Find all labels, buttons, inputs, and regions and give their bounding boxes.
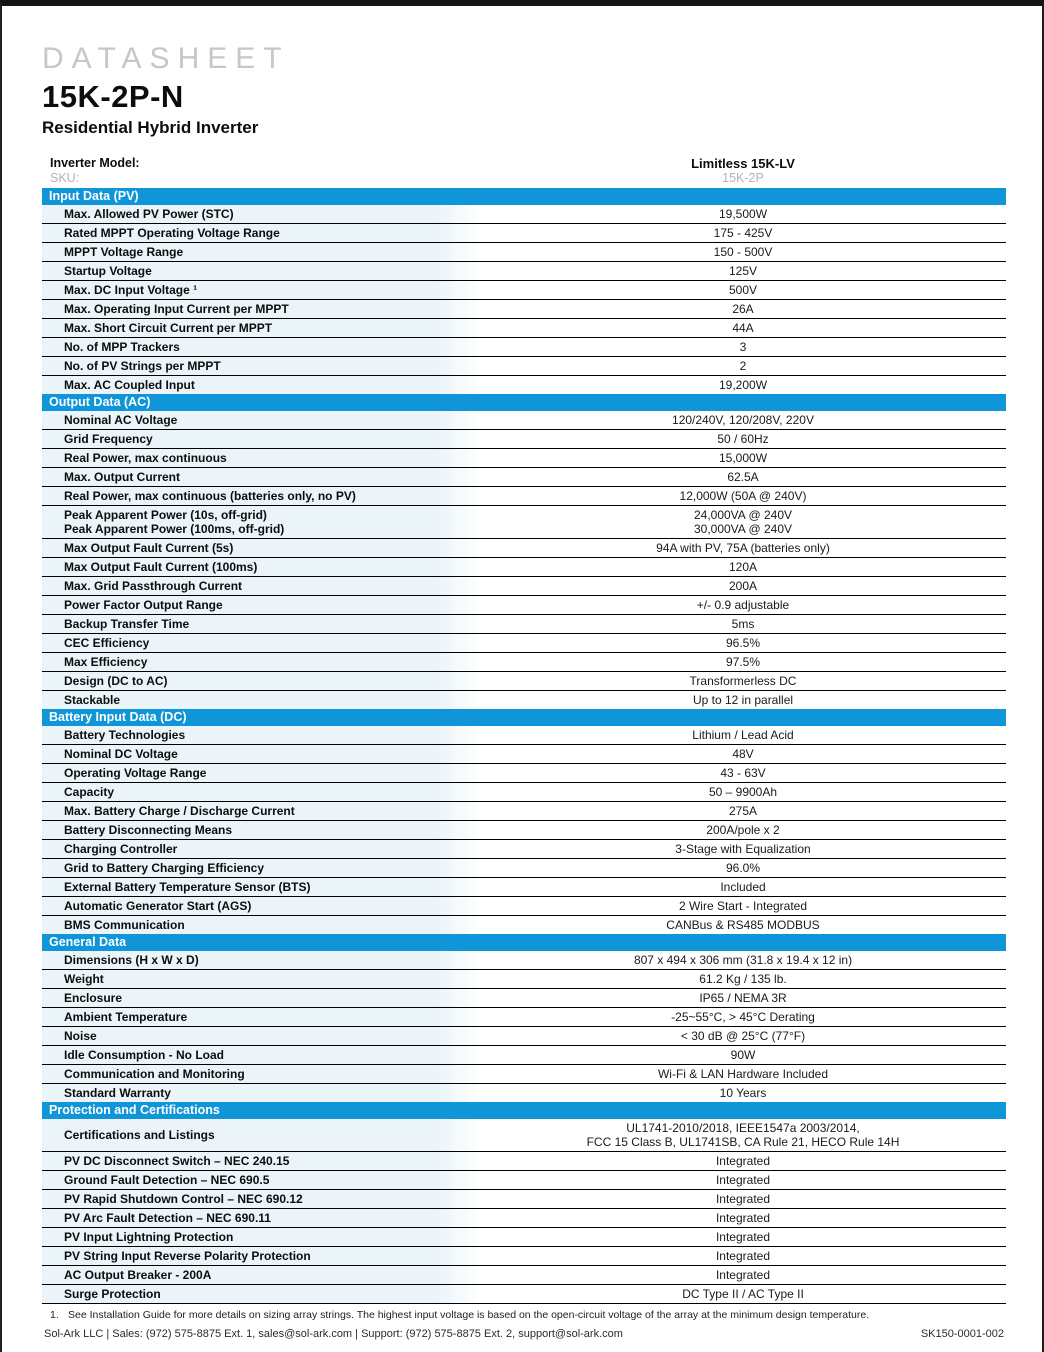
- spec-value-line: 50 / 60Hz: [717, 432, 769, 446]
- spec-label-line: Surge Protection: [64, 1287, 161, 1301]
- spec-label: [42, 634, 480, 652]
- spec-value: [480, 596, 1006, 614]
- spec-label: [42, 1046, 480, 1064]
- spec-row: [42, 951, 1006, 970]
- footer-contact: Sol-Ark LLC | Sales: (972) 575-8875 Ext. 1, sales@sol-ark.com | Support: (972) 575-8875 Ext. 2, support@sol-ark.com: [44, 1328, 623, 1340]
- spec-value: [480, 1152, 1006, 1170]
- spec-row: [42, 783, 1006, 802]
- spec-value-line: 500V: [728, 283, 758, 297]
- spec-label: [42, 262, 480, 280]
- page-subtitle: Residential Hybrid Inverter: [42, 118, 259, 137]
- spec-value: [480, 1228, 1006, 1246]
- spec-value-line: 19,500W: [718, 207, 768, 221]
- spec-label-line: PV DC Disconnect Switch – NEC 240.15: [64, 1154, 290, 1168]
- spec-label: [42, 468, 480, 486]
- spec-label-line: PV Arc Fault Detection – NEC 690.11: [64, 1211, 271, 1225]
- spec-value: [480, 205, 1006, 223]
- spec-value-line: Integrated: [715, 1230, 771, 1244]
- spec-row: [42, 262, 1006, 281]
- spec-value-line: 30,000VA @ 240V: [693, 522, 793, 536]
- spec-value: [480, 726, 1006, 744]
- spec-row: [42, 281, 1006, 300]
- spec-label-line: Max. DC Input Voltage ¹: [64, 283, 198, 297]
- spec-value: [480, 338, 1006, 356]
- spec-row: [42, 1228, 1006, 1247]
- sku-label: SKU:: [50, 171, 80, 185]
- spec-value-line: 3: [739, 340, 747, 354]
- spec-value-line: < 30 dB @ 25°C (77°F): [680, 1029, 806, 1043]
- spec-value-line: 120A: [728, 560, 758, 574]
- spec-value: [480, 989, 1006, 1007]
- spec-row: [42, 506, 1006, 539]
- spec-value-line: Included: [720, 880, 766, 894]
- spec-row: [42, 615, 1006, 634]
- spec-row: [42, 1027, 1006, 1046]
- spec-value-line: 2: [739, 359, 747, 373]
- spec-value-line: 43 - 63V: [720, 766, 766, 780]
- spec-label-line: Real Power, max continuous: [64, 451, 227, 465]
- spec-label-line: Max Output Fault Current (100ms): [64, 560, 258, 574]
- footnote-number: 1.: [50, 1309, 59, 1321]
- spec-label-line: Design (DC to AC): [64, 674, 168, 688]
- spec-row: [42, 970, 1006, 989]
- page-footer: [44, 1328, 1004, 1340]
- spec-value-line: Transformerless DC: [689, 674, 797, 688]
- spec-value-line: 12,000W (50A @ 240V): [679, 489, 807, 503]
- spec-value: [480, 558, 1006, 576]
- spec-value: [480, 634, 1006, 652]
- spec-value-line: 24,000VA @ 240V: [693, 508, 793, 522]
- spec-value-line: 120/240V, 120/208V, 220V: [672, 413, 814, 427]
- spec-row: [42, 338, 1006, 357]
- spec-row: [42, 577, 1006, 596]
- spec-row: [42, 1152, 1006, 1171]
- spec-label: [42, 970, 480, 988]
- spec-label-line: PV String Input Reverse Polarity Protection: [64, 1249, 311, 1263]
- spec-value: [480, 878, 1006, 896]
- spec-row: [42, 205, 1006, 224]
- spec-label-line: Battery Technologies: [64, 728, 186, 742]
- inverter-model-value: Limitless 15K-LV: [691, 156, 795, 171]
- spec-label: [42, 319, 480, 337]
- spec-row: [42, 691, 1006, 709]
- spec-label-line: Charging Controller: [64, 842, 178, 856]
- spec-row: [42, 897, 1006, 916]
- spec-row: [42, 634, 1006, 653]
- spec-value: [480, 1266, 1006, 1284]
- spec-value: [480, 745, 1006, 763]
- spec-label-line: Grid Frequency: [64, 432, 153, 446]
- spec-label-line: Max. Battery Charge / Discharge Current: [64, 804, 295, 818]
- spec-label-line: No. of MPP Trackers: [64, 340, 180, 354]
- spec-value-line: 61.2 Kg / 135 lb.: [699, 972, 787, 986]
- spec-label-line: External Battery Temperature Sensor (BTS): [64, 880, 311, 894]
- spec-label: [42, 840, 480, 858]
- spec-label: [42, 224, 480, 242]
- spec-row: [42, 1046, 1006, 1065]
- spec-label-line: PV Rapid Shutdown Control – NEC 690.12: [64, 1192, 303, 1206]
- spec-value: [480, 1027, 1006, 1045]
- spec-label-line: Backup Transfer Time: [64, 617, 190, 631]
- spec-label-line: Communication and Monitoring: [64, 1067, 245, 1081]
- section-header: Protection and Certifications: [42, 1102, 1006, 1119]
- spec-label: [42, 1285, 480, 1303]
- spec-label-line: Nominal AC Voltage: [64, 413, 178, 427]
- spec-value-line: 50 – 9900Ah: [708, 785, 778, 799]
- spec-label: [42, 243, 480, 261]
- spec-row: [42, 319, 1006, 338]
- spec-value-line: Integrated: [715, 1268, 771, 1282]
- spec-row: [42, 357, 1006, 376]
- spec-label: [42, 783, 480, 801]
- spec-label-line: Grid to Battery Charging Efficiency: [64, 861, 265, 875]
- spec-value: [480, 691, 1006, 709]
- spec-table: [42, 188, 1006, 1304]
- spec-label: [42, 1008, 480, 1026]
- spec-value: [480, 376, 1006, 394]
- spec-value-line: Integrated: [715, 1192, 771, 1206]
- spec-label: [42, 1027, 480, 1045]
- spec-value-line: Wi-Fi & LAN Hardware Included: [657, 1067, 829, 1081]
- spec-label: [42, 411, 480, 429]
- spec-value: [480, 1065, 1006, 1083]
- spec-section: [42, 394, 1006, 709]
- spec-value-line: 275A: [728, 804, 758, 818]
- sku-value: 15K-2P: [722, 171, 764, 185]
- spec-label: [42, 672, 480, 690]
- spec-value-line: 10 Years: [719, 1086, 767, 1100]
- spec-value: [480, 970, 1006, 988]
- spec-label: [42, 357, 480, 375]
- spec-row: [42, 558, 1006, 577]
- spec-value-line: 96.5%: [725, 636, 761, 650]
- spec-value-line: +/- 0.9 adjustable: [696, 598, 790, 612]
- spec-label-line: Ambient Temperature: [64, 1010, 188, 1024]
- spec-label-line: Standard Warranty: [64, 1086, 171, 1100]
- spec-row: [42, 243, 1006, 262]
- model-header: [42, 156, 1006, 186]
- spec-value: [480, 468, 1006, 486]
- spec-label: [42, 338, 480, 356]
- spec-value: [480, 951, 1006, 969]
- spec-value: [480, 764, 1006, 782]
- spec-label-line: Idle Consumption - No Load: [64, 1048, 224, 1062]
- spec-label: [42, 897, 480, 915]
- spec-row: [42, 821, 1006, 840]
- spec-row: [42, 1266, 1006, 1285]
- spec-label: [42, 951, 480, 969]
- spec-label: [42, 577, 480, 595]
- spec-label-line: Max. Operating Input Current per MPPT: [64, 302, 289, 316]
- spec-row: [42, 411, 1006, 430]
- spec-row: [42, 1119, 1006, 1152]
- spec-value: [480, 1247, 1006, 1265]
- spec-value: [480, 802, 1006, 820]
- spec-value-line: CANBus & RS485 MODBUS: [666, 918, 820, 932]
- spec-value: [480, 539, 1006, 557]
- spec-value-line: 125V: [728, 264, 758, 278]
- spec-row: [42, 449, 1006, 468]
- spec-label: [42, 691, 480, 709]
- spec-value-line: 175 - 425V: [713, 226, 773, 240]
- spec-value-line: 94A with PV, 75A (batteries only): [656, 541, 830, 555]
- spec-row: [42, 1247, 1006, 1266]
- spec-value: [480, 783, 1006, 801]
- inverter-model-label: Inverter Model:: [50, 156, 140, 170]
- spec-value: [480, 1046, 1006, 1064]
- spec-row: [42, 1209, 1006, 1228]
- spec-label: [42, 1209, 480, 1227]
- spec-row: [42, 1190, 1006, 1209]
- spec-value: [480, 840, 1006, 858]
- spec-value-line: 2 Wire Start - Integrated: [678, 899, 808, 913]
- spec-value: [480, 262, 1006, 280]
- spec-label: [42, 430, 480, 448]
- inverter-model-row: [42, 156, 1006, 171]
- spec-label: [42, 821, 480, 839]
- spec-value: [480, 672, 1006, 690]
- spec-label: [42, 1247, 480, 1265]
- spec-value-line: 62.5A: [727, 470, 759, 484]
- spec-row: [42, 224, 1006, 243]
- spec-value: [480, 577, 1006, 595]
- spec-label: [42, 1152, 480, 1170]
- footer-doc-number: SK150-0001-002: [920, 1328, 1004, 1340]
- spec-label: [42, 281, 480, 299]
- spec-value-line: Integrated: [715, 1211, 771, 1225]
- spec-label-line: Nominal DC Voltage: [64, 747, 178, 761]
- spec-value-line: DC Type II / AC Type II: [682, 1287, 804, 1301]
- spec-row: [42, 802, 1006, 821]
- spec-value: [480, 487, 1006, 505]
- spec-label: [42, 1084, 480, 1102]
- spec-label-line: Noise: [64, 1029, 97, 1043]
- page-content: [2, 42, 1042, 1322]
- spec-label-line: Max Output Fault Current (5s): [64, 541, 234, 555]
- spec-label-line: Ground Fault Detection – NEC 690.5: [64, 1173, 270, 1187]
- spec-label: [42, 726, 480, 744]
- spec-value: [480, 411, 1006, 429]
- spec-label-line: AC Output Breaker - 200A: [64, 1268, 212, 1282]
- spec-row: [42, 840, 1006, 859]
- spec-label-line: Capacity: [64, 785, 115, 799]
- spec-label-line: Power Factor Output Range: [64, 598, 223, 612]
- spec-value: [480, 300, 1006, 318]
- spec-row: [42, 916, 1006, 934]
- spec-row: [42, 989, 1006, 1008]
- spec-label: [42, 653, 480, 671]
- spec-value: [480, 357, 1006, 375]
- spec-value: [480, 1119, 1006, 1151]
- spec-label: [42, 558, 480, 576]
- spec-value-line: 150 - 500V: [713, 245, 773, 259]
- spec-value-line: FCC 15 Class B, UL1741SB, CA Rule 21, HECO Rule 14H: [586, 1135, 900, 1149]
- spec-row: [42, 487, 1006, 506]
- spec-row: [42, 1065, 1006, 1084]
- spec-label-line: Real Power, max continuous (batteries only, no PV): [64, 489, 356, 503]
- spec-label-line: Weight: [64, 972, 104, 986]
- spec-label-line: MPPT Voltage Range: [64, 245, 184, 259]
- spec-label-line: PV Input Lightning Protection: [64, 1230, 234, 1244]
- spec-value: [480, 449, 1006, 467]
- spec-value: [480, 281, 1006, 299]
- spec-label-line: Enclosure: [64, 991, 123, 1005]
- spec-value-line: 200A: [728, 579, 758, 593]
- spec-label: [42, 449, 480, 467]
- spec-label-line: Operating Voltage Range: [64, 766, 207, 780]
- spec-value-line: Integrated: [715, 1249, 771, 1263]
- spec-row: [42, 300, 1006, 319]
- spec-label: [42, 615, 480, 633]
- spec-section: [42, 1102, 1006, 1304]
- page-title: 15K-2P-N: [42, 79, 184, 114]
- spec-row: [42, 539, 1006, 558]
- spec-value: [480, 1084, 1006, 1102]
- spec-label-line: No. of PV Strings per MPPT: [64, 359, 221, 373]
- spec-value: [480, 224, 1006, 242]
- spec-value: [480, 821, 1006, 839]
- spec-row: [42, 726, 1006, 745]
- footnote: [42, 1309, 1006, 1322]
- spec-label-line: Max Efficiency: [64, 655, 148, 669]
- spec-section: [42, 188, 1006, 394]
- spec-value-line: IP65 / NEMA 3R: [699, 991, 787, 1005]
- spec-value-line: UL1741-2010/2018, IEEE1547a 2003/2014,: [626, 1121, 860, 1135]
- section-header: Output Data (AC): [42, 394, 1006, 411]
- spec-label: [42, 989, 480, 1007]
- spec-label-line: Certifications and Listings: [64, 1128, 215, 1142]
- spec-value-line: 97.5%: [725, 655, 761, 669]
- spec-value-line: 90W: [730, 1048, 756, 1062]
- spec-row: [42, 1008, 1006, 1027]
- spec-value: [480, 1171, 1006, 1189]
- spec-value-line: 44A: [732, 321, 754, 335]
- spec-label: [42, 1119, 480, 1151]
- spec-value-line: Integrated: [715, 1173, 771, 1187]
- spec-section: [42, 709, 1006, 934]
- spec-label-line: Peak Apparent Power (100ms, off-grid): [64, 522, 285, 536]
- spec-label-line: Max. Short Circuit Current per MPPT: [64, 321, 273, 335]
- spec-label: [42, 300, 480, 318]
- spec-label: [42, 1190, 480, 1208]
- spec-label: [42, 1228, 480, 1246]
- spec-label-line: Max. Output Current: [64, 470, 180, 484]
- spec-label-line: Startup Voltage: [64, 264, 152, 278]
- sku-row: [42, 171, 1006, 186]
- spec-row: [42, 1171, 1006, 1190]
- spec-row: [42, 1084, 1006, 1102]
- spec-row: [42, 745, 1006, 764]
- spec-section: [42, 934, 1006, 1102]
- section-header: Battery Input Data (DC): [42, 709, 1006, 726]
- spec-label-line: Dimensions (H x W x D): [64, 953, 199, 967]
- spec-row: [42, 859, 1006, 878]
- datasheet-eyebrow: DATASHEET: [42, 42, 290, 75]
- spec-label: [42, 878, 480, 896]
- spec-row: [42, 430, 1006, 449]
- spec-label-line: Peak Apparent Power (10s, off-grid): [64, 508, 267, 522]
- spec-value-line: Up to 12 in parallel: [692, 693, 794, 707]
- spec-label: [42, 205, 480, 223]
- spec-value: [480, 653, 1006, 671]
- spec-value: [480, 897, 1006, 915]
- spec-row: [42, 653, 1006, 672]
- spec-value-line: Integrated: [715, 1154, 771, 1168]
- spec-value: [480, 243, 1006, 261]
- spec-label: [42, 764, 480, 782]
- spec-row: [42, 672, 1006, 691]
- section-header: General Data: [42, 934, 1006, 951]
- spec-value-line: 200A/pole x 2: [706, 823, 780, 837]
- spec-label-line: Automatic Generator Start (AGS): [64, 899, 252, 913]
- spec-label: [42, 376, 480, 394]
- spec-value-line: 3-Stage with Equalization: [675, 842, 811, 856]
- spec-value-line: 26A: [732, 302, 754, 316]
- spec-value: [480, 615, 1006, 633]
- spec-value-line: 19,200W: [718, 378, 768, 392]
- spec-value: [480, 1190, 1006, 1208]
- spec-label: [42, 1065, 480, 1083]
- spec-label: [42, 539, 480, 557]
- spec-value-line: 96.0%: [725, 861, 761, 875]
- spec-label: [42, 1171, 480, 1189]
- spec-row: [42, 1285, 1006, 1304]
- section-header: Input Data (PV): [42, 188, 1006, 205]
- spec-value: [480, 1209, 1006, 1227]
- spec-value-line: 807 x 494 x 306 mm (31.8 x 19.4 x 12 in): [633, 953, 853, 967]
- spec-label-line: Rated MPPT Operating Voltage Range: [64, 226, 280, 240]
- spec-label: [42, 596, 480, 614]
- spec-value: [480, 1285, 1006, 1303]
- footnote-text: See Installation Guide for more details on sizing array strings. The highest input voltage is based on the open-circuit voltage of the array at the minimum design temperature.: [68, 1309, 870, 1321]
- spec-value: [480, 506, 1006, 538]
- spec-value: [480, 430, 1006, 448]
- spec-label: [42, 1266, 480, 1284]
- spec-row: [42, 376, 1006, 394]
- spec-row: [42, 878, 1006, 897]
- spec-row: [42, 468, 1006, 487]
- spec-label-line: Max. Grid Passthrough Current: [64, 579, 243, 593]
- spec-value: [480, 859, 1006, 877]
- spec-row: [42, 764, 1006, 783]
- spec-value: [480, 916, 1006, 934]
- spec-label: [42, 487, 480, 505]
- spec-value-line: 5ms: [731, 617, 755, 631]
- spec-label-line: Battery Disconnecting Means: [64, 823, 233, 837]
- spec-label: [42, 506, 480, 538]
- spec-label-line: CEC Efficiency: [64, 636, 150, 650]
- spec-label-line: BMS Communication: [64, 918, 185, 932]
- spec-row: [42, 596, 1006, 615]
- spec-label: [42, 916, 480, 934]
- spec-label-line: Max. Allowed PV Power (STC): [64, 207, 234, 221]
- spec-label: [42, 745, 480, 763]
- spec-value-line: 15,000W: [718, 451, 768, 465]
- spec-label: [42, 802, 480, 820]
- spec-value: [480, 1008, 1006, 1026]
- spec-value-line: Lithium / Lead Acid: [692, 728, 794, 742]
- spec-label: [42, 859, 480, 877]
- spec-label-line: Stackable: [64, 693, 121, 707]
- spec-value-line: -25~55°C, > 45°C Derating: [671, 1010, 815, 1024]
- spec-value: [480, 319, 1006, 337]
- spec-label-line: Max. AC Coupled Input: [64, 378, 195, 392]
- spec-value-line: 48V: [732, 747, 754, 761]
